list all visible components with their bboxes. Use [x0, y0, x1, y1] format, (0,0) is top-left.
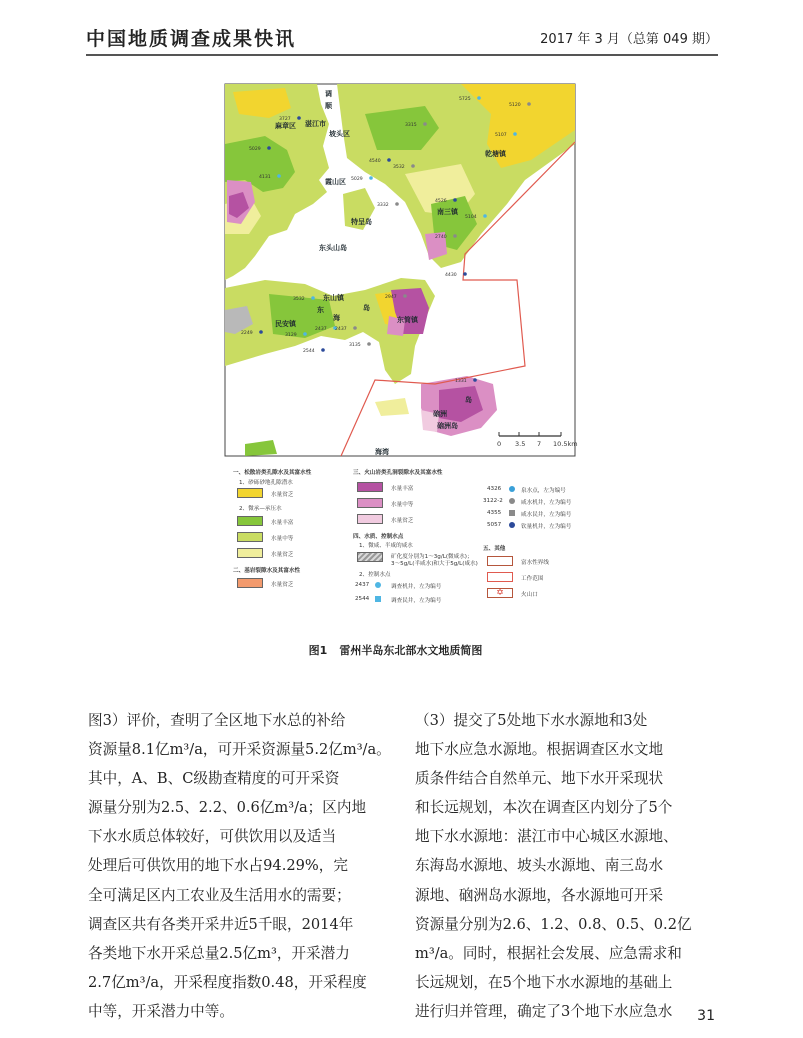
well-marker [527, 102, 531, 106]
legend-point-0-num: 4326 [487, 486, 502, 492]
place-label: 特呈岛 [351, 218, 372, 226]
place-label: 调 [325, 90, 332, 98]
well-number: 1331 [455, 379, 467, 384]
well-number: 3727 [279, 117, 291, 122]
legend-sec1-sub1: 1、砂砾砂地孔隙潜水 [239, 480, 293, 486]
text-line: 处理后可供饮用的地下水占94.29%，完 [88, 857, 348, 875]
page-header [86, 24, 718, 54]
legend-swatch-medium [237, 532, 263, 542]
well-marker [453, 198, 457, 202]
well-number: 5120 [509, 103, 521, 108]
text-line: m³/a。同时，根据社会发展、应急需求和 [415, 944, 682, 962]
well-number: 2544 [303, 349, 315, 354]
legend-pt2-num: 2544 [355, 596, 370, 602]
survey-well-dot-icon [375, 582, 381, 588]
brackish-well-dot-icon [509, 498, 515, 504]
well-number: 4131 [259, 175, 271, 180]
legend-sec3-item-2: 水量贫乏 [391, 518, 414, 524]
well-marker [311, 296, 315, 300]
well-marker [411, 164, 415, 168]
place-label: 麻章区 [275, 122, 296, 130]
well-number: 3532 [293, 297, 305, 302]
text-line: （3）提交了5处地下水水源地和3处 [415, 712, 648, 729]
hydrogeological-map [225, 84, 578, 456]
legend-sec4-sub1: 1、微咸、半咸的咸水 [359, 543, 413, 549]
well-number: 5104 [465, 215, 477, 220]
legend-point-0-label: 泉水点，左为编号 [521, 488, 566, 494]
legend-swatch-bedrock [237, 578, 263, 588]
text-line: 源地、硇洲岛水源地，各水源地可开采 [415, 886, 664, 904]
well-marker [277, 174, 281, 178]
scale-tick-3: 10.5km [553, 440, 578, 448]
well-number: 2947 [385, 295, 397, 300]
well-marker [423, 122, 427, 126]
legend-sec1-item-2: 水量贫乏 [271, 552, 294, 558]
well-number: 5725 [459, 97, 471, 102]
legend-pt1-num: 2437 [355, 582, 370, 588]
figure-caption [0, 642, 803, 658]
well-marker [473, 378, 477, 382]
text-line: 和长远规划，本次在调查区内划分了5个 [415, 799, 673, 817]
legend-point-2-num: 4355 [487, 510, 502, 516]
survey-domestic-well-square-icon [375, 596, 381, 602]
well-marker [321, 348, 325, 352]
text-line: 2.7亿m³/a，开采程度指数0.48，开采程度 [88, 973, 367, 991]
well-marker [259, 330, 263, 334]
place-label: 南三镇 [437, 208, 458, 216]
place-label: 东头山岛 [319, 244, 347, 252]
monitoring-well-dot-icon [509, 522, 515, 528]
legend-pt2-label: 调查民井，左为编号 [391, 598, 442, 604]
well-marker [387, 158, 391, 162]
well-number: 4430 [445, 273, 457, 278]
journal-title: 中国地质调查成果快讯 [86, 28, 297, 50]
legend-swatch-lava-high [357, 482, 383, 492]
well-marker [367, 342, 371, 346]
well-number: 3135 [349, 343, 361, 348]
legend-sec3-item-0: 水量丰富 [391, 486, 414, 492]
well-number: 3315 [405, 123, 417, 128]
legend-swatch-sandy-poor [237, 488, 263, 498]
body-column-right [415, 706, 711, 1026]
text-line: 地下水水源地：湛江市中心城区水源地、 [415, 828, 678, 846]
text-line: 调查区共有各类开采井近5千眼，2014年 [88, 915, 354, 933]
spring-dot-icon [509, 486, 515, 492]
text-line: 东海岛水源地、坡头水源地、南三岛水 [415, 857, 664, 875]
legend-swatch-high [237, 516, 263, 526]
legend-swatch-lava-poor [357, 514, 383, 524]
place-label: 东山镇 [323, 294, 344, 302]
well-marker [483, 214, 487, 218]
place-label: 霞山区 [325, 178, 346, 186]
place-label: 硇洲 [433, 410, 447, 418]
well-marker [453, 234, 457, 238]
text-line: 图3）评价，查明了全区地下水总的补给 [88, 712, 346, 729]
legend-sec1-title: 一、松散岩类孔隙水及其富水性 [233, 470, 312, 476]
header-rule [86, 54, 718, 56]
text-line: 各类地下水开采总量2.5亿m³，开采潜力 [88, 944, 350, 962]
well-number: 4540 [369, 159, 381, 164]
legend-point-1-num: 3122-2 [483, 498, 503, 504]
place-label: 顺 [325, 102, 332, 110]
legend-sec2-item: 水量贫乏 [271, 582, 294, 588]
place-label: 岛 [465, 396, 472, 404]
legend-point-1-label: 咸水机井，左为编号 [521, 500, 572, 506]
place-label: 岛 [363, 304, 370, 312]
place-label: 硇洲岛 [437, 422, 458, 430]
text-line: 质条件结合自然单元、地下水开采现状 [415, 770, 664, 788]
legend-swatch-boundary [487, 556, 513, 566]
legend-sec5-title: 五、其他 [483, 546, 506, 552]
legend-point-2-label: 咸水民井，左为编号 [521, 512, 572, 518]
well-number: 2437 [335, 327, 347, 332]
text-line: 长远规划，在5个地下水水源地的基础上 [415, 973, 673, 991]
well-marker [513, 132, 517, 136]
text-line: 源量分别为2.5、2.2、0.6亿m³/a；区内地 [88, 799, 367, 817]
scale-tick-2: 7 [537, 440, 542, 448]
well-marker [403, 294, 407, 298]
legend-sec5-item-0: 富水性界线 [521, 560, 549, 566]
scale-tick-0: 0 [497, 440, 502, 448]
well-number: 5107 [495, 133, 507, 138]
text-line: 资源量分别为2.6、1.2、0.8、0.5、0.2亿 [415, 915, 692, 933]
page-number: 31 [697, 1008, 715, 1024]
well-number: 4526 [435, 199, 447, 204]
place-label: 海 [333, 314, 340, 322]
legend-sec2-title: 二、基岩裂隙水及其富水性 [233, 568, 301, 574]
legend-swatch-poor [237, 548, 263, 558]
well-number: 2740 [435, 235, 447, 240]
body-column-left [88, 706, 391, 1026]
legend-point-3-num: 5057 [487, 522, 502, 528]
legend-sec5-item-1: 工作范围 [521, 576, 544, 582]
well-marker [353, 326, 357, 330]
legend-sec5-item-2: 火山口 [521, 592, 538, 598]
text-line: 中等，开采潜力中等。 [88, 1002, 234, 1020]
place-label: 海湾 [375, 448, 389, 456]
legend-brackish-desc1: 矿化度分别为1～3g/L(微咸水)； [391, 554, 473, 560]
legend-sec3-item-1: 水量中等 [391, 502, 414, 508]
legend-sec1-item-0: 水量丰富 [271, 520, 294, 526]
brackish-domestic-well-square-icon [509, 510, 515, 516]
text-line: 全可满足区内工农业及生活用水的需要； [88, 886, 351, 904]
text-line: 地下水应急水源地。根据调查区水文地 [415, 741, 664, 759]
well-number: 3332 [377, 203, 389, 208]
well-marker [303, 332, 307, 336]
legend-brackish-desc2: 3～5g/L(半咸水)和大于5g/L(咸水) [391, 561, 478, 567]
legend-point-3-label: 钦量机井，左为编号 [521, 524, 572, 530]
text-line: 资源量8.1亿m³/a，可开采资源量5.2亿m³/a。 [88, 741, 391, 759]
place-label: 湛江市 [305, 120, 326, 128]
legend-sec4-sub2: 2、控制水点 [359, 572, 391, 578]
well-number: 5029 [249, 147, 261, 152]
legend-swatch-lava-mid [357, 498, 383, 508]
well-marker [369, 176, 373, 180]
legend-sec3-title: 三、火山岩类孔洞裂隙水及其富水性 [353, 470, 443, 476]
legend-sec1-sub1-item: 水量贫乏 [271, 492, 294, 498]
well-number: 2249 [241, 331, 253, 336]
text-line: 进行归并管理，确定了3个地下水应急水 [415, 1002, 673, 1020]
well-marker [297, 116, 301, 120]
legend-swatch-workarea [487, 572, 513, 582]
well-number: 3532 [393, 165, 405, 170]
text-line: 其中，A、B、C级勘查精度的可开采资 [88, 770, 340, 788]
legend-sec1-item-1: 水量中等 [271, 536, 294, 542]
legend-pt1-label: 调查机井，左为编号 [391, 584, 442, 590]
place-label: 坡头区 [329, 130, 350, 138]
volcano-crater-icon: ✡ [487, 588, 513, 598]
legend-swatch-brackish [357, 552, 383, 562]
well-number: 2437 [315, 327, 327, 332]
place-label: 东简镇 [397, 316, 418, 324]
legend-sec1-sub2: 2、微承—承压水 [239, 506, 282, 512]
text-line: 下水水质总体较好，可供饮用以及适当 [88, 828, 337, 846]
figure-title: 雷州半岛东北部水文地质简图 [339, 644, 483, 657]
scale-tick-1: 3.5 [515, 440, 526, 448]
place-label: 乾塘镇 [485, 150, 506, 158]
issue-info: 2017 年 3 月（总第 049 期） [540, 32, 718, 47]
map-legend [233, 468, 613, 636]
well-number: 5029 [351, 177, 363, 182]
legend-sec4-title: 四、水质、控制水点 [353, 534, 404, 540]
well-marker [477, 96, 481, 100]
place-label: 东 [317, 306, 324, 314]
place-label: 民安镇 [275, 320, 296, 328]
well-marker [463, 272, 467, 276]
well-marker [267, 146, 271, 150]
figure-number: 图1 [308, 644, 328, 657]
well-number: 3129 [285, 333, 297, 338]
well-marker [395, 202, 399, 206]
